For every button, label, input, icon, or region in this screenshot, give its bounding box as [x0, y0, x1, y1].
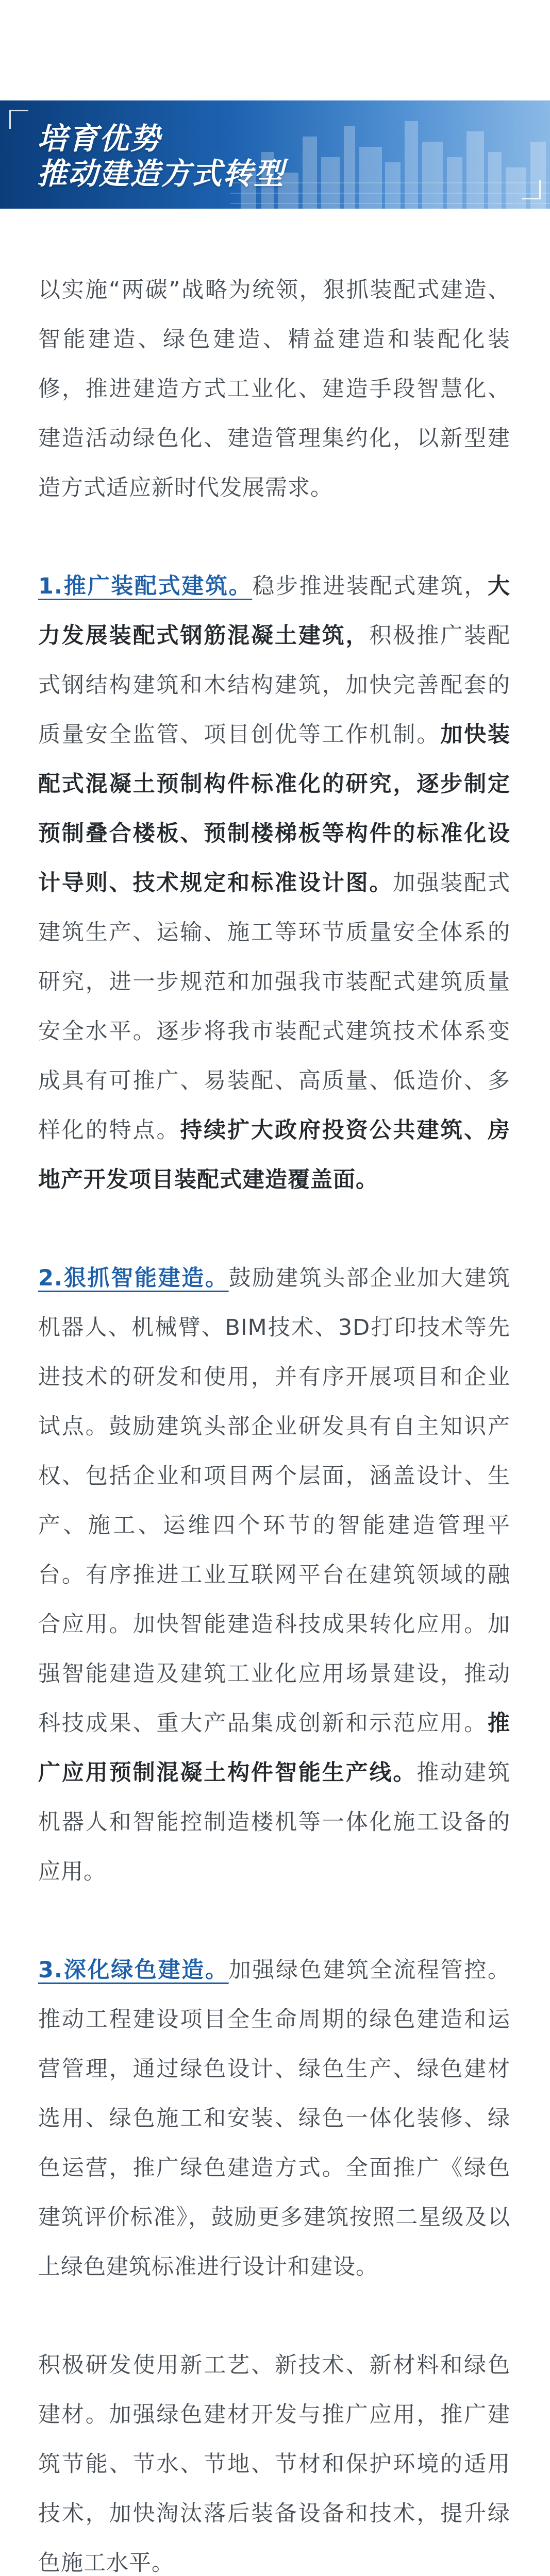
article-paragraph	[38, 562, 510, 1205]
body-text: 鼓励建筑头部企业加大建筑机器人、机械臂、BIM技术、3D打印技术等先进技术的研发和使用，并有序开展项目和企业试点。鼓励建筑头部企业研发具有自主知识产权、包括企业和项目两个层面，涵盖设计、生产、施工、运维四个环节的智能建造管理平台。有序推进工业互联网平台在建筑领域的融合应用。加快智能建造科技成果转化应用。加强智能建造及建筑工业化应用场景建设，推动科技成果、重大产品集成创新和示范应用。	[38, 1265, 510, 1736]
bold-text: 持续扩大政府投资公共建筑、房地产开发项目装配式建造覆盖面。	[38, 1117, 511, 1193]
bold-text: 加快装配式混凝土预制构件标准化的研究，逐步制定预制叠合楼板、预制楼梯板等构件的标准化设计导则、技术规定和标准设计图。	[38, 722, 511, 896]
bold-text: 推广应用预制混凝土构件智能生产线。	[38, 1710, 510, 1786]
body-text: 积极研发使用新工艺、新技术、新材料和绿色建材。加强绿色建材开发与推广应用，推广建筑节能、节水、节地、节材和保护环境的适用技术，加快淘汰落后装备设备和技术，提升绿色施工水平。	[38, 2352, 510, 2576]
article-body	[38, 265, 510, 2576]
body-text: 加强装配式建筑生产、运输、施工等环节质量安全体系的研究，进一步规范和加强我市装配式建筑质量安全水平。逐步将我市装配式建筑技术体系变成具有可推广、易装配、高质量、低造价、多样化的特点。	[38, 870, 511, 1143]
body-text: 加强绿色建筑全流程管控。推动工程建设项目全生命周期的绿色建造和运营管理，通过绿色设计、绿色生产、绿色建材选用、绿色施工和安装、绿色一体化装修、绿色运营，推广绿色建造方式。全面推广《绿色建筑评价标准》，鼓励更多建筑按照二星级及以上绿色建筑标准进行设计和建设。	[38, 1957, 510, 2280]
banner-corner-decoration	[522, 180, 541, 199]
body-text: 以实施“两碳”战略为统领，狠抓装配式建造、智能建造、绿色建造、精益建造和装配化装修，推进建造方式工业化、建造手段智慧化、建造活动绿色化、建造管理集约化，以新型建造方式适应新时代发展需求。	[38, 277, 510, 501]
body-text: 推动建筑机器人和智能控制造楼机等一体化施工设备的应用。	[38, 1760, 511, 1885]
article-paragraph	[38, 1253, 510, 1896]
section-heading: 3.深化绿色建造。	[38, 1957, 229, 1983]
body-text: 稳步推进装配式建筑，	[252, 573, 488, 599]
banner-title-line2: 推动建造方式转型	[37, 156, 285, 191]
banner-corner-decoration	[9, 110, 28, 129]
body-text: 积极推广装配式钢结构建筑和木结构建筑，加快完善配套的质量安全监管、项目创优等工作机制。	[38, 623, 511, 748]
section-heading: 2.狠抓智能建造。	[38, 1265, 229, 1291]
article-paragraph	[38, 2341, 510, 2576]
banner-titles	[37, 121, 285, 191]
section-heading: 1.推广装配式建筑。	[38, 573, 253, 599]
article-paragraph	[38, 1945, 510, 2292]
banner-title-line1: 培育优势	[37, 121, 161, 156]
article-paragraph	[38, 265, 510, 513]
bold-text: 大力发展装配式钢筋混凝土建筑，	[38, 573, 510, 649]
header-banner	[0, 100, 550, 209]
